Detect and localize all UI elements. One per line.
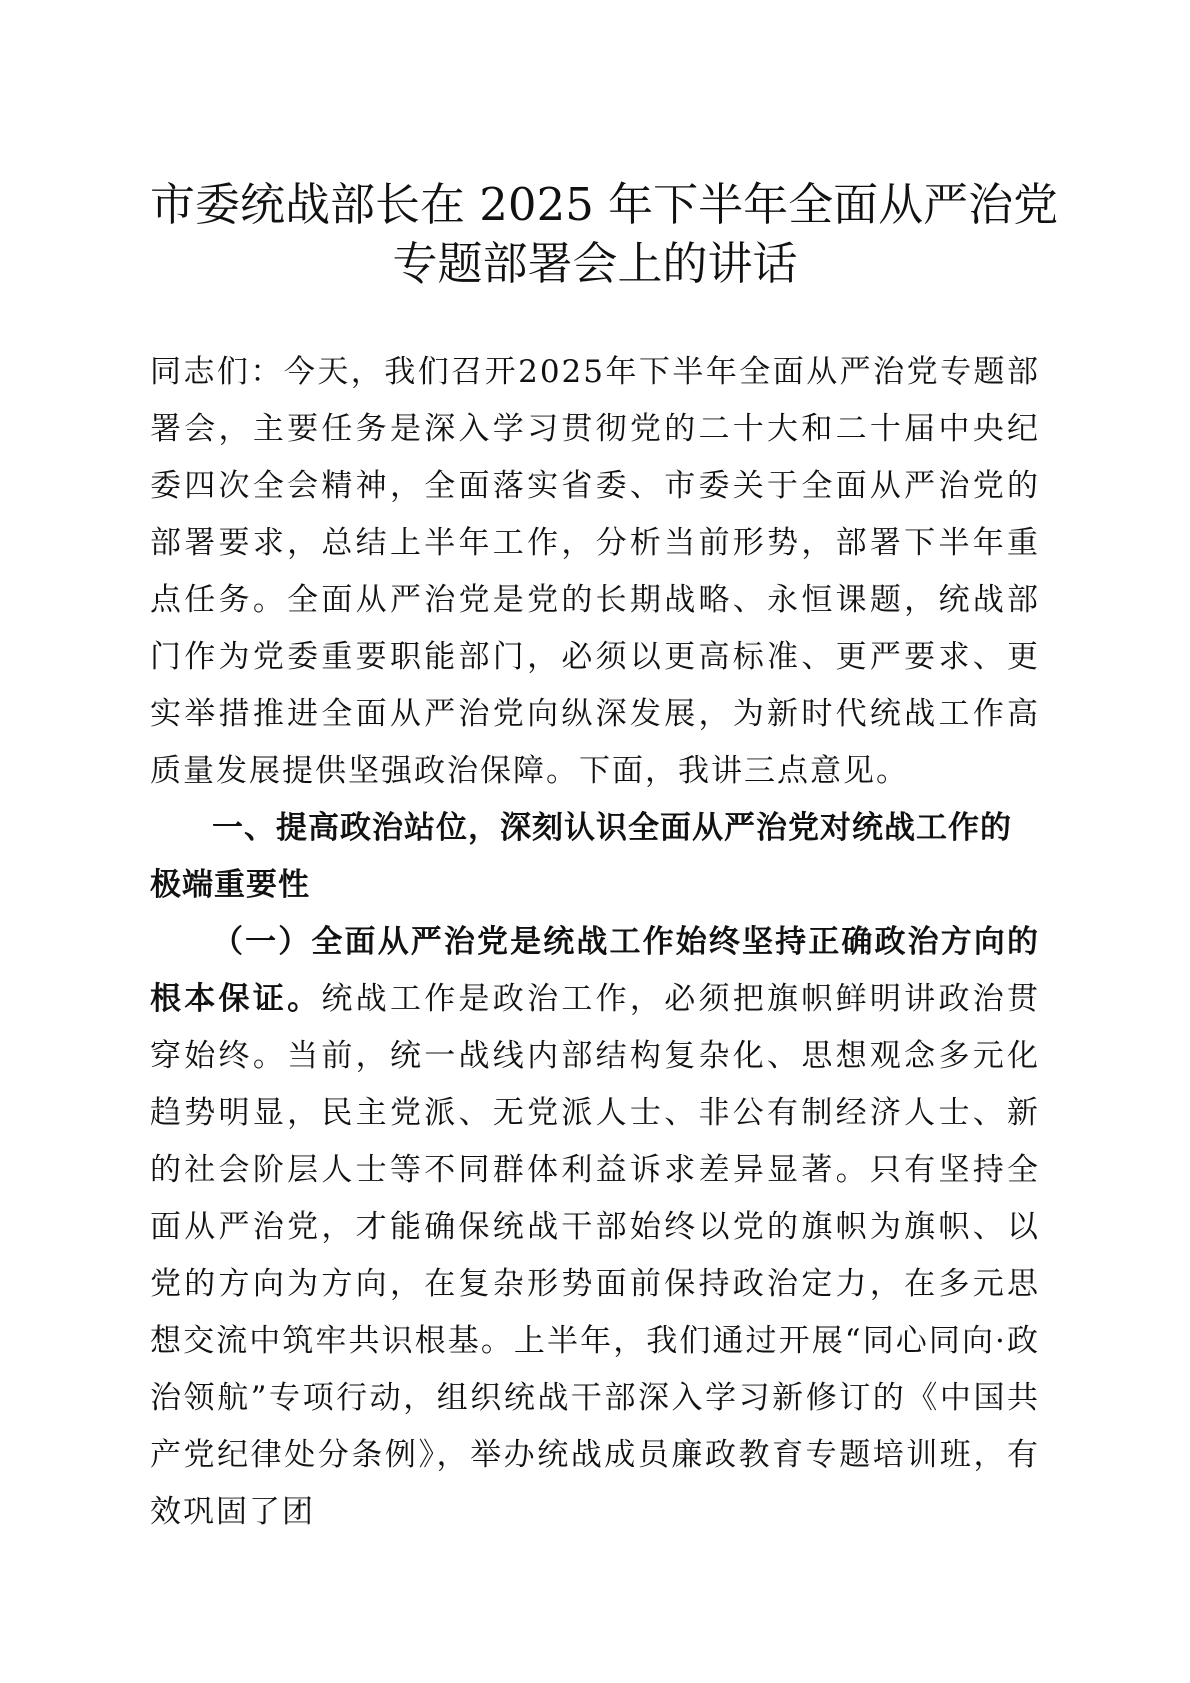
section-1-heading: 一、提高政治站位，深刻认识全面从严治党对统战工作的极端重要性 xyxy=(150,810,1012,903)
document-title-line-2: 专题部署会上的讲话 xyxy=(392,237,798,290)
document-body xyxy=(150,344,1040,1541)
document-title-line-1: 市委统战部长在 2025 年下半年全面从严治党 xyxy=(150,178,1059,231)
subsection-1-paragraph xyxy=(150,914,1040,1541)
subsection-1-lead: （一）全面从严治党是统战工作始终坚持正确政治方向的根本保证。 xyxy=(150,924,1040,1017)
opening-paragraph: 同志们：今天，我们召开2025年下半年全面从严治党专题部署会，主要任务是深入学习贯彻党的二十大和二十届中央纪委四次全会精神，全面落实省委、市委关于全面从严治党的部署要求，总结上半年工作，分析当前形势，部署下半年重点任务。全面从严治党是党的长期战略、永恒课题，统战部门作为党委重要职能部门，必须以更高标准、更严要求、更实举措推进全面从严治党向纵深发展，为新时代统战工作高质量发展提供坚强政治保障。下面，我讲三点意见。 xyxy=(150,354,1040,789)
subsection-1-body: 统战工作是政治工作，必须把旗帜鲜明讲政治贯穿始终。当前，统一战线内部结构复杂化、思想观念多元化趋势明显，民主党派、无党派人士、非公有制经济人士、新的社会阶层人士等不同群体利益诉求差异显著。只有坚持全面从严治党，才能确保统战干部始终以党的旗帜为旗帜、以党的方向为方向，在复杂形势面前保持政治定力，在多元思想交流中筑牢共识根基。上半年，我们通过开展“同心同向·政治领航”专项行动，组织统战干部深入学习新修订的《中国共产党纪律处分条例》，举办统战成员廉政教育专题培训班，有效巩固了团 xyxy=(150,981,1041,1530)
